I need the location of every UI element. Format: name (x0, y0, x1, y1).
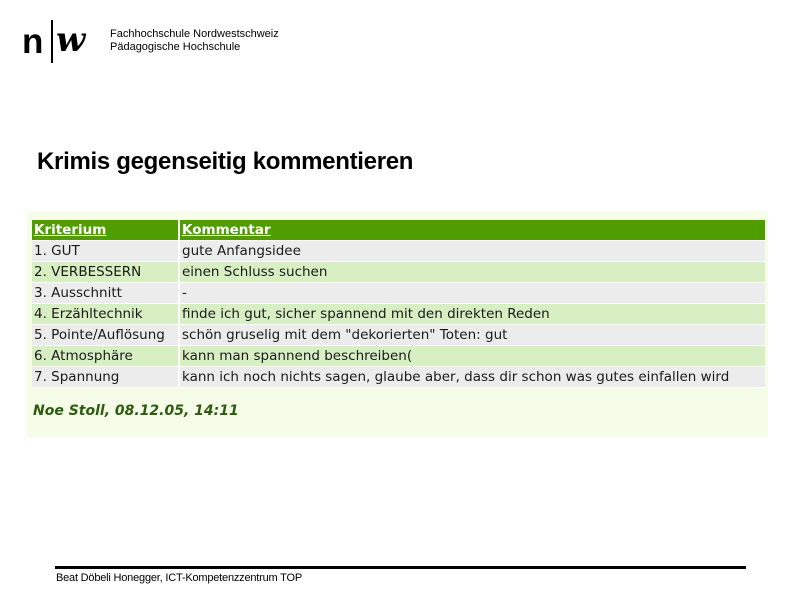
table-row (32, 262, 765, 283)
criterion-cell: 6. Atmosphäre (32, 346, 180, 367)
table-row (32, 367, 765, 388)
institution-name (110, 28, 279, 54)
table-header-row (32, 220, 765, 241)
logo-n: n (22, 22, 44, 61)
logo-divider (51, 20, 53, 63)
comment-cell: gute Anfangsidee (180, 241, 765, 262)
signature: Noe Stoll, 08.12.05, 14:11 (33, 403, 239, 419)
logo-w: w (56, 20, 86, 60)
column-header-kriterium[interactable]: Kriterium (32, 220, 180, 241)
institution-line-2: Pädagogische Hochschule (110, 41, 241, 53)
comment-cell: - (180, 283, 765, 304)
institution-line-1: Fachhochschule Nordwestschweiz (110, 28, 279, 40)
footer-divider (55, 566, 746, 569)
comment-cell: schön gruselig mit dem "dekorierten" Toten: gut (180, 325, 765, 346)
criterion-cell: 4. Erzähltechnik (32, 304, 180, 325)
comment-cell: kann man spannend beschreiben( (180, 346, 765, 367)
criterion-cell: 5. Pointe/Auflösung (32, 325, 180, 346)
table-row (32, 346, 765, 367)
comment-cell: finde ich gut, sicher spannend mit den direkten Reden (180, 304, 765, 325)
table-row (32, 283, 765, 304)
criteria-table (32, 220, 765, 388)
table-row (32, 325, 765, 346)
footer-text: Beat Döbeli Honegger, ICT-Kompetenzzentrum TOP (56, 572, 302, 584)
criterion-cell: 1. GUT (32, 241, 180, 262)
column-header-kommentar[interactable]: Kommentar (180, 220, 765, 241)
comment-cell: kann ich noch nichts sagen, glaube aber, dass dir schon was gutes einfallen wird (180, 367, 765, 388)
criterion-cell: 7. Spannung (32, 367, 180, 388)
comment-cell: einen Schluss suchen (180, 262, 765, 283)
criterion-cell: 3. Ausschnitt (32, 283, 180, 304)
table-row (32, 304, 765, 325)
criterion-cell: 2. VERBESSERN (32, 262, 180, 283)
slide-title: Krimis gegenseitig kommentieren (37, 148, 414, 175)
comment-panel (27, 211, 768, 437)
table-row (32, 241, 765, 262)
